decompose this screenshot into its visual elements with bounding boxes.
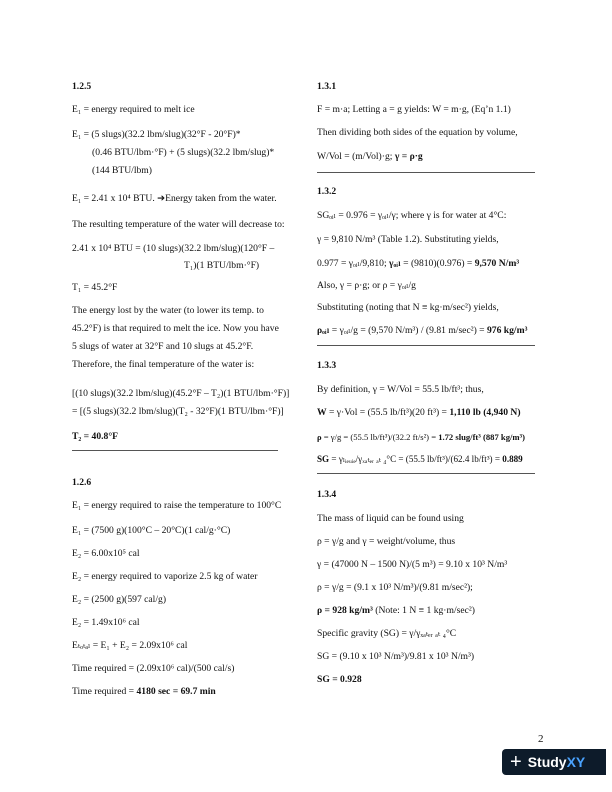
text: 0.977 = γₒᵢₗ/9,810;	[317, 258, 390, 269]
text-line: [(10 slugs)(32.2 lbm/slug)(45.2°F – T₂)(1 BTU/lbm·°F)]	[72, 388, 290, 399]
section-heading-1-3-4: 1.3.4	[317, 489, 337, 500]
text-line: 2.41 x 10⁴ BTU = (10 slugs)(32.2 lbm/slug)(120°F –	[72, 243, 275, 254]
text-line: T₁ = 45.2°F	[72, 282, 118, 293]
text: W/Vol = (m/Vol)·g;	[317, 151, 395, 162]
text-line: The resulting temperature of the water will decrease to:	[72, 219, 285, 230]
text-line: ρ = γ/g = (9.1 x 10³ N/m³)/(9.81 m/sec²);	[317, 582, 473, 593]
section-divider	[317, 473, 535, 474]
brand-name: Study	[527, 754, 567, 770]
text: ρ	[317, 432, 322, 442]
text-line	[317, 151, 423, 163]
section-heading-1-3-3: 1.3.3	[317, 360, 337, 371]
text-line	[317, 453, 523, 465]
section-divider	[317, 172, 535, 173]
text-line: Time required = (2.09x10⁶ cal)/(500 cal/s)	[72, 663, 235, 674]
text-line: E₂ = (2500 g)(597 cal/g)	[72, 594, 167, 605]
text-line	[317, 605, 475, 617]
text-line: 5 slugs of water at 32°F and 10 slugs at 45.2°F.	[72, 341, 254, 352]
text: W	[317, 407, 327, 418]
text-line: SGₒᵢₗ = 0.976 = γₒᵢₗ/γ; where γ is for water at 4°C:	[317, 210, 507, 221]
text-line: SG = (9.10 x 10³ N/m³)/9.81 x 10³ N/m³)	[317, 651, 475, 662]
section-divider	[317, 345, 535, 346]
text-line: E₂ = 1.49x10⁶ cal	[72, 617, 140, 628]
text-line	[72, 686, 216, 698]
page-number: 2	[538, 733, 544, 745]
answer-formula: γ = ρ·g	[394, 151, 423, 162]
section-divider	[72, 450, 278, 451]
section-heading-1-2-6: 1.2.6	[72, 477, 92, 488]
text-line	[317, 431, 525, 443]
section-heading-1-3-2: 1.3.2	[317, 186, 337, 197]
text-line: Also, γ = ρ·g; or ρ = γₒᵢₗ/g	[317, 280, 416, 291]
text-line: Substituting (noting that N ≡ kg·m/sec²) yields,	[317, 302, 499, 313]
text-line: Specific gravity (SG) = γ/γₓₐₜₑᵣ ₐₜ ₄°C	[317, 628, 457, 639]
text: = γ/g = (55.5 lb/ft³)/(32.2 ft/s²) =	[321, 432, 439, 442]
answer-weight: 1,110 lb (4,940 N)	[449, 407, 521, 418]
text-line: = [(5 slugs)(32.2 lbm/slug)(T₂ - 32°F)(1 BTU/lbm·°F)]	[72, 406, 284, 417]
text-line: Then dividing both sides of the equation by volume,	[317, 127, 518, 138]
text-line	[317, 325, 527, 337]
text-line: (144 BTU/lbm)	[92, 165, 152, 176]
text-line: Eₜₒₜₐₗ = E₁ + E₂ = 2.09x10⁶ cal	[72, 640, 188, 651]
text-line: T₁)(1 BTU/lbm·°F)	[184, 260, 260, 271]
text: = γₗᵢₑᵤᵢₑ/γₓₐₜₑᵣ ₐₜ ₄°C = (55.5 lb/ft³)/(62.4 lb/ft³) =	[329, 454, 503, 464]
answer-gamma-oil: 9,570 N/m³	[474, 258, 520, 269]
text: SG	[317, 454, 330, 464]
text-line: E₂ = energy required to vaporize 2.5 kg of water	[72, 571, 258, 582]
text-line: E₁ = (7500 g)(100°C – 20°C)(1 cal/g·°C)	[72, 525, 231, 536]
text: = γ·Vol = (55.5 lb/ft³)(20 ft³) =	[326, 407, 450, 418]
text-line: γ = 9,810 N/m³ (Table 1.2). Substituting yields,	[317, 234, 499, 245]
section-heading-1-3-1: 1.3.1	[317, 81, 337, 92]
answer-t2: T₂ = 40.8°F	[72, 431, 119, 442]
text-line: 45.2°F) is that required to melt the ice. Now you have	[72, 323, 279, 334]
text: = γₒᵢₗ/g = (9,570 N/m³) / (9.81 m/sec²) =	[329, 325, 487, 336]
text-line: The mass of liquid can be found using	[317, 513, 464, 524]
text-line: (0.46 BTU/lbm·°F) + (5 slugs)(32.2 lbm/slug)*	[92, 147, 275, 158]
text-line	[317, 258, 519, 270]
text-line: The energy lost by the water (to lower its temp. to	[72, 305, 264, 316]
text: (Note: 1 N ≡ 1 kg·m/sec²)	[372, 605, 475, 616]
text-line	[317, 407, 521, 419]
text-line: E₁ = energy required to raise the temperature to 100°C	[72, 500, 282, 511]
text-line: E₁ = energy required to melt ice	[72, 104, 195, 115]
label: Time required =	[72, 686, 137, 697]
text-line: Therefore, the final temperature of the water is:	[72, 359, 255, 370]
text-line: E₁ = (5 slugs)(32.2 lbm/slug)(32°F - 20°F)*	[72, 129, 241, 140]
answer-density: 1.72 slug/ft³ (887 kg/m³)	[438, 432, 525, 442]
section-heading-1-2-5: 1.2.5	[72, 81, 92, 92]
studyxy-logo[interactable]	[502, 749, 606, 775]
answer-time: 4180 sec = 69.7 min	[136, 686, 216, 697]
answer-sg: 0.889	[502, 454, 523, 464]
answer-sg: SG = 0.928	[317, 674, 362, 685]
text-line: E₂ = 6.00x10⁵ cal	[72, 548, 140, 559]
text-line: ρ = γ/g and γ = weight/volume, thus	[317, 536, 456, 547]
text-line: By definition, γ = W/Vol = 55.5 lb/ft³; thus,	[317, 384, 484, 395]
text: γₒᵢₗ	[389, 258, 401, 269]
text-line: F = m·a; Letting a = g yields: W = m·g, (Eq’n 1.1)	[317, 104, 511, 115]
text: = (9810)(0.976) =	[400, 258, 475, 269]
brand-suffix: XY	[566, 754, 586, 770]
text-line: E₁ = 2.41 x 10⁴ BTU. ➔Energy taken from the water.	[72, 193, 277, 204]
plus-icon: +	[510, 751, 522, 773]
answer-density: ρ = 928 kg/m³	[317, 605, 373, 616]
answer-rho-oil: 976 kg/m³	[486, 325, 528, 336]
text-line: γ = (47000 N – 1500 N)/(5 m³) = 9.10 x 10³ N/m³	[317, 559, 508, 570]
text: ρₒᵢₗ	[317, 325, 330, 336]
